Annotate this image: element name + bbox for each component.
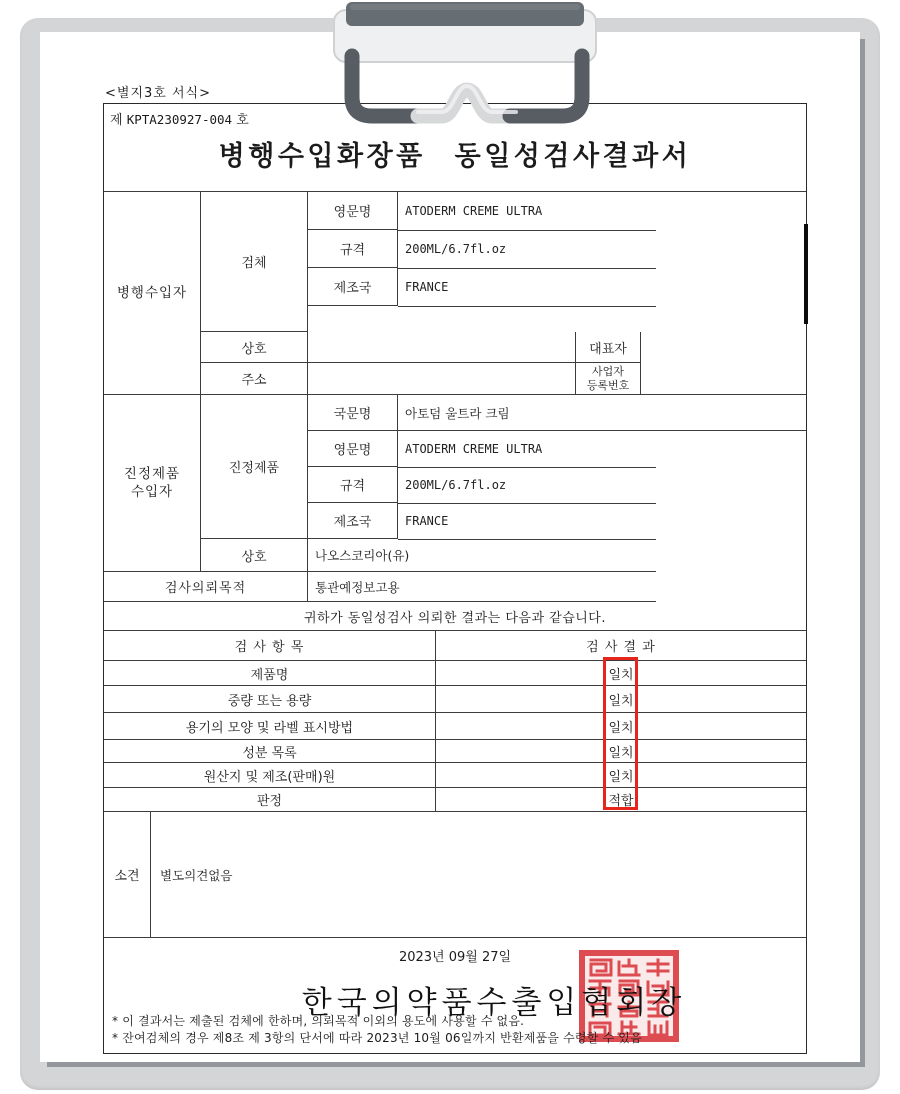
- issue-date: 2023년 09월 27일: [398, 950, 512, 965]
- specimen-label: 검체: [201, 192, 308, 332]
- genuine-label-line2: 수입자: [130, 484, 174, 500]
- footnote-2: * 잔여검체의 경우 제8조 제 3항의 단서에 따라 2023년 10월 06일까지 반환제품을 수령할 수 있음: [112, 1031, 642, 1046]
- field-value-country: [398, 268, 806, 306]
- certificate-title: 병행수입화장품 동일성검사결과서: [218, 141, 692, 172]
- result-item-ingredient-list: 성분 목록: [104, 740, 436, 763]
- footnotes: [112, 1013, 642, 1047]
- genuine-product-importer-section: [104, 394, 806, 571]
- opinion-label: 소견: [104, 812, 151, 937]
- result-value: 일치: [436, 686, 806, 713]
- opinion-value: 별도의견없음: [160, 867, 233, 883]
- company-name-label: 상호: [201, 539, 308, 571]
- field-value-english-name: [398, 192, 806, 230]
- purpose-label: 검사의뢰목적: [104, 571, 308, 602]
- parallel-importer-section: [104, 191, 806, 394]
- biz-label-line2: 등록번호: [586, 378, 630, 392]
- field-value-size: [398, 467, 806, 503]
- result-item-product-name: 제품명: [104, 661, 436, 686]
- company-address-grid: [201, 332, 806, 394]
- genuine-product-content: [201, 395, 806, 571]
- field-label-country: 제조국: [308, 503, 398, 539]
- spacer-cell: [308, 306, 398, 332]
- parallel-importer-content: [201, 192, 806, 394]
- field-value-country: [398, 503, 806, 539]
- business-reg-no-label: [575, 363, 641, 394]
- result-item-judgement: 판정: [104, 788, 436, 811]
- genuine-label-line1: 진정제품: [123, 465, 181, 482]
- representative-label: 대표자: [575, 332, 641, 363]
- result-value: 일치: [436, 661, 806, 686]
- company-name-value: 나오스코리아(유): [315, 548, 410, 563]
- result-value: 일치: [436, 713, 806, 740]
- address-label: 주소: [201, 363, 308, 394]
- genuine-product-grid: [201, 395, 806, 539]
- address-value: [308, 363, 575, 394]
- results-header-item: 검 사 항 목: [104, 631, 436, 661]
- results-header-result: 검 사 결 과: [436, 631, 806, 661]
- doc-no-suffix: 호: [236, 113, 249, 128]
- doc-no-value: KPTA230927-004: [126, 112, 233, 127]
- inspection-purpose-row: [104, 571, 806, 602]
- result-statement: 귀하가 동일성검사 의뢰한 결과는 다음과 같습니다.: [303, 610, 606, 626]
- country-value: FRANCE: [405, 280, 449, 294]
- field-value-korean-name: 아토덤 울트라 크림: [398, 395, 806, 431]
- field-label-country: 제조국: [308, 268, 398, 306]
- specimen-grid: [201, 192, 806, 332]
- purpose-open-cell: [656, 571, 806, 602]
- english-name-value: ATODERM CREME ULTRA: [405, 442, 543, 456]
- size-value: 200ML/6.7fl.oz: [405, 242, 507, 256]
- genuine-product-label: 진정제품: [201, 395, 308, 539]
- results-table: [104, 630, 806, 811]
- field-label-english-name: 영문명: [308, 192, 398, 230]
- doc-no-prefix: 제: [110, 113, 123, 128]
- opinion-row: [104, 811, 806, 937]
- field-label-size: 규격: [308, 230, 398, 268]
- company-name-label: 상호: [201, 332, 308, 363]
- section-label-parallel-importer: 병행수입자: [104, 192, 201, 394]
- result-item-origin-maker: 원산지 및 제조(판매)원: [104, 763, 436, 788]
- representative-value: [641, 332, 806, 363]
- result-value: 일치: [436, 763, 806, 788]
- country-value: FRANCE: [405, 514, 449, 528]
- purpose-value: 통관예정보고용: [308, 571, 656, 602]
- form-type-label: <별지3호 서식>: [105, 86, 211, 101]
- footnote-1: * 이 결과서는 제출된 검체에 한하며, 의뢰목적 이외의 용도에 사용할 수 없음.: [112, 1014, 525, 1029]
- company-name-value: [308, 332, 575, 363]
- field-label-size: 규격: [308, 467, 398, 503]
- result-value: 일치: [436, 740, 806, 763]
- business-reg-no-value: [641, 363, 806, 394]
- result-value-judgement: 적합: [608, 794, 634, 809]
- signature-block: [104, 937, 806, 1053]
- cell-rule: [398, 539, 656, 540]
- field-value-size: [398, 230, 806, 268]
- size-value: 200ML/6.7fl.oz: [405, 478, 507, 492]
- field-value-english-name: [398, 431, 806, 467]
- section-label-genuine-importer: [104, 395, 201, 571]
- issuer-name: 한국의약품수출입협회장: [301, 985, 687, 1021]
- result-item-weight-volume: 중량 또는 용량: [104, 686, 436, 713]
- field-label-english-name: 영문명: [308, 431, 398, 467]
- biz-label-line1: 사업자: [592, 365, 624, 379]
- cell-rule: [398, 306, 656, 307]
- english-name-value: ATODERM CREME ULTRA: [405, 204, 543, 218]
- clipboard-clip-icon: [330, 0, 600, 128]
- field-label-korean-name: 국문명: [308, 395, 398, 431]
- spacer-cell: [398, 306, 806, 332]
- result-item-container-label: 용기의 모양 및 라벨 표시방법: [104, 713, 436, 740]
- genuine-company-row: [201, 539, 806, 571]
- business-reg-label-lines: [587, 365, 630, 391]
- certificate-body: [103, 103, 807, 1054]
